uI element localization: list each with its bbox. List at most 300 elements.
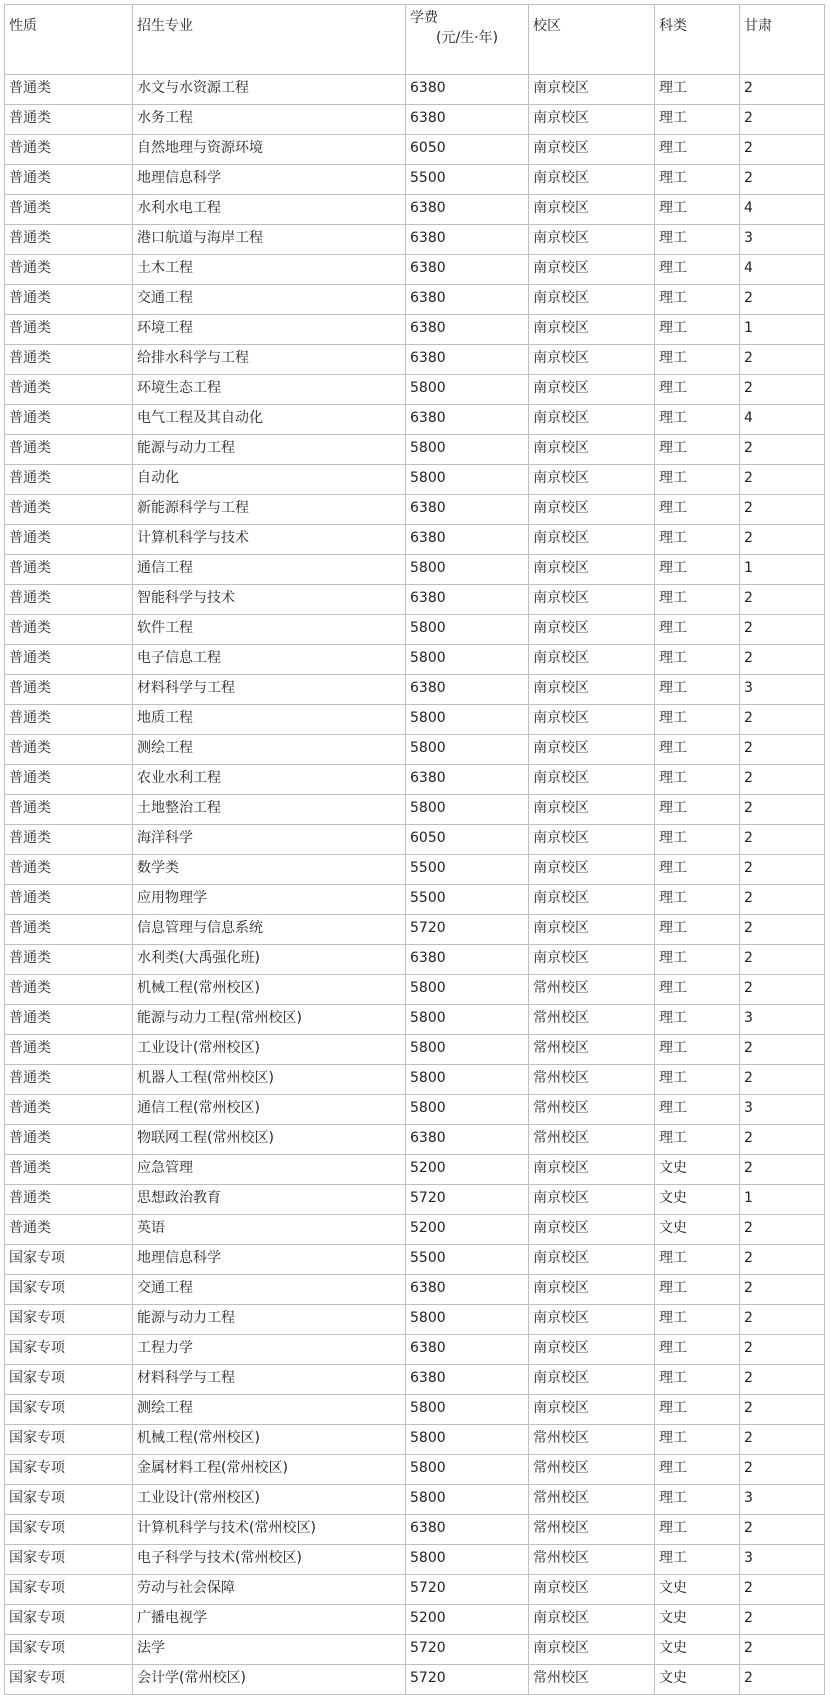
- cell-major: 法学: [133, 1635, 406, 1665]
- cell-type: 国家专项: [5, 1515, 133, 1545]
- cell-fee: 5800: [406, 1485, 529, 1515]
- cell-campus: 南京校区: [529, 795, 655, 825]
- cell-major: 能源与动力工程: [133, 1305, 406, 1335]
- table-row: [5, 1185, 825, 1215]
- cell-fee: 6380: [406, 675, 529, 705]
- cell-quota: 2: [740, 465, 825, 495]
- table-row: [5, 1665, 825, 1695]
- cell-type: 国家专项: [5, 1605, 133, 1635]
- table-row: [5, 1275, 825, 1305]
- cell-type: 普通类: [5, 105, 133, 135]
- table-row: [5, 105, 825, 135]
- cell-quota: 3: [740, 1095, 825, 1125]
- cell-quota: 2: [740, 1245, 825, 1275]
- cell-major: 电子科学与技术(常州校区): [133, 1545, 406, 1575]
- table-row: [5, 1125, 825, 1155]
- table-row: [5, 1455, 825, 1485]
- cell-campus: 南京校区: [529, 705, 655, 735]
- cell-quota: 2: [740, 285, 825, 315]
- cell-category: 理工: [655, 255, 740, 285]
- cell-major: 港口航道与海岸工程: [133, 225, 406, 255]
- cell-category: 理工: [655, 675, 740, 705]
- cell-quota: 2: [740, 795, 825, 825]
- cell-campus: 常州校区: [529, 1005, 655, 1035]
- cell-quota: 2: [740, 525, 825, 555]
- cell-fee: 5800: [406, 735, 529, 765]
- cell-campus: 南京校区: [529, 105, 655, 135]
- table-row: [5, 945, 825, 975]
- header-fee-unit: (元/生·年): [436, 30, 499, 46]
- cell-type: 普通类: [5, 975, 133, 1005]
- cell-quota: 2: [740, 1455, 825, 1485]
- cell-campus: 南京校区: [529, 645, 655, 675]
- cell-category: 理工: [655, 1545, 740, 1575]
- cell-campus: 常州校区: [529, 1455, 655, 1485]
- cell-quota: 2: [740, 585, 825, 615]
- cell-fee: 5800: [406, 435, 529, 465]
- cell-type: 普通类: [5, 315, 133, 345]
- cell-quota: 2: [740, 885, 825, 915]
- cell-type: 普通类: [5, 855, 133, 885]
- cell-major: 水利类(大禹强化班): [133, 945, 406, 975]
- cell-campus: 南京校区: [529, 945, 655, 975]
- table-row: [5, 705, 825, 735]
- cell-type: 普通类: [5, 285, 133, 315]
- table-row: [5, 1515, 825, 1545]
- cell-campus: 南京校区: [529, 285, 655, 315]
- cell-major: 地质工程: [133, 705, 406, 735]
- cell-major: 机械工程(常州校区): [133, 1425, 406, 1455]
- cell-campus: 南京校区: [529, 1365, 655, 1395]
- cell-type: 普通类: [5, 135, 133, 165]
- cell-quota: 2: [740, 825, 825, 855]
- cell-fee: 6380: [406, 1365, 529, 1395]
- cell-fee: 5800: [406, 1005, 529, 1035]
- cell-category: 理工: [655, 765, 740, 795]
- table-row: [5, 225, 825, 255]
- cell-type: 国家专项: [5, 1425, 133, 1455]
- cell-campus: 常州校区: [529, 975, 655, 1005]
- table-row: [5, 1485, 825, 1515]
- cell-quota: 1: [740, 555, 825, 585]
- cell-fee: 5800: [406, 555, 529, 585]
- cell-type: 国家专项: [5, 1395, 133, 1425]
- cell-major: 会计学(常州校区): [133, 1665, 406, 1695]
- header-major: 招生专业: [133, 5, 406, 75]
- cell-campus: 南京校区: [529, 225, 655, 255]
- table-row: [5, 735, 825, 765]
- cell-campus: 南京校区: [529, 825, 655, 855]
- cell-fee: 6380: [406, 585, 529, 615]
- cell-quota: 2: [740, 105, 825, 135]
- cell-quota: 2: [740, 915, 825, 945]
- cell-fee: 6380: [406, 195, 529, 225]
- cell-fee: 6380: [406, 225, 529, 255]
- table-row: [5, 1635, 825, 1665]
- cell-fee: 6380: [406, 945, 529, 975]
- cell-campus: 南京校区: [529, 615, 655, 645]
- cell-quota: 2: [740, 165, 825, 195]
- cell-type: 普通类: [5, 345, 133, 375]
- header-province: 甘肃: [740, 5, 825, 75]
- header-fee-label: 学费: [410, 10, 438, 26]
- table-row: [5, 135, 825, 165]
- cell-quota: 3: [740, 225, 825, 255]
- cell-type: 普通类: [5, 375, 133, 405]
- cell-major: 通信工程(常州校区): [133, 1095, 406, 1125]
- cell-campus: 南京校区: [529, 915, 655, 945]
- cell-campus: 南京校区: [529, 195, 655, 225]
- cell-major: 信息管理与信息系统: [133, 915, 406, 945]
- cell-campus: 南京校区: [529, 345, 655, 375]
- cell-quota: 2: [740, 1305, 825, 1335]
- table-row: [5, 465, 825, 495]
- table-row: [5, 1245, 825, 1275]
- cell-type: 普通类: [5, 1095, 133, 1125]
- cell-type: 普通类: [5, 75, 133, 105]
- cell-major: 软件工程: [133, 615, 406, 645]
- cell-major: 给排水科学与工程: [133, 345, 406, 375]
- cell-category: 理工: [655, 975, 740, 1005]
- cell-fee: 6380: [406, 1125, 529, 1155]
- cell-category: 理工: [655, 165, 740, 195]
- cell-category: 理工: [655, 1305, 740, 1335]
- cell-type: 普通类: [5, 405, 133, 435]
- cell-fee: 6380: [406, 255, 529, 285]
- cell-major: 土地整治工程: [133, 795, 406, 825]
- cell-quota: 2: [740, 1035, 825, 1065]
- table-row: [5, 1065, 825, 1095]
- cell-category: 理工: [655, 375, 740, 405]
- cell-campus: 南京校区: [529, 255, 655, 285]
- cell-campus: 南京校区: [529, 1245, 655, 1275]
- cell-category: 理工: [655, 1515, 740, 1545]
- cell-fee: 5800: [406, 1545, 529, 1575]
- cell-category: 文史: [655, 1215, 740, 1245]
- table-row: [5, 195, 825, 225]
- table-row: [5, 345, 825, 375]
- cell-quota: 2: [740, 1275, 825, 1305]
- cell-campus: 南京校区: [529, 525, 655, 555]
- cell-category: 理工: [655, 1395, 740, 1425]
- cell-campus: 南京校区: [529, 1635, 655, 1665]
- cell-fee: 5500: [406, 1245, 529, 1275]
- cell-category: 理工: [655, 915, 740, 945]
- cell-fee: 5800: [406, 1305, 529, 1335]
- table-row: [5, 525, 825, 555]
- cell-quota: 2: [740, 1125, 825, 1155]
- cell-category: 文史: [655, 1635, 740, 1665]
- cell-major: 测绘工程: [133, 1395, 406, 1425]
- cell-campus: 南京校区: [529, 1335, 655, 1365]
- table-row: [5, 645, 825, 675]
- cell-major: 自动化: [133, 465, 406, 495]
- cell-quota: 2: [740, 1335, 825, 1365]
- cell-quota: 4: [740, 195, 825, 225]
- cell-campus: 南京校区: [529, 1275, 655, 1305]
- cell-type: 普通类: [5, 705, 133, 735]
- cell-major: 机器人工程(常州校区): [133, 1065, 406, 1095]
- cell-category: 理工: [655, 75, 740, 105]
- cell-campus: 南京校区: [529, 165, 655, 195]
- cell-major: 地理信息科学: [133, 1245, 406, 1275]
- cell-category: 文史: [655, 1575, 740, 1605]
- cell-quota: 2: [740, 1575, 825, 1605]
- cell-quota: 2: [740, 975, 825, 1005]
- cell-major: 思想政治教育: [133, 1185, 406, 1215]
- cell-fee: 5200: [406, 1155, 529, 1185]
- cell-major: 测绘工程: [133, 735, 406, 765]
- cell-major: 农业水利工程: [133, 765, 406, 795]
- cell-major: 计算机科学与技术(常州校区): [133, 1515, 406, 1545]
- cell-fee: 5720: [406, 1575, 529, 1605]
- cell-fee: 5800: [406, 615, 529, 645]
- cell-quota: 2: [740, 1365, 825, 1395]
- cell-major: 工业设计(常州校区): [133, 1485, 406, 1515]
- cell-campus: 南京校区: [529, 1155, 655, 1185]
- cell-campus: 南京校区: [529, 555, 655, 585]
- cell-type: 国家专项: [5, 1545, 133, 1575]
- cell-type: 普通类: [5, 1005, 133, 1035]
- table-row: [5, 1305, 825, 1335]
- cell-fee: 6380: [406, 495, 529, 525]
- table-row: [5, 1155, 825, 1185]
- cell-campus: 常州校区: [529, 1065, 655, 1095]
- cell-campus: 南京校区: [529, 1395, 655, 1425]
- cell-major: 英语: [133, 1215, 406, 1245]
- cell-quota: 2: [740, 705, 825, 735]
- cell-type: 普通类: [5, 585, 133, 615]
- cell-major: 新能源科学与工程: [133, 495, 406, 525]
- table-row: [5, 915, 825, 945]
- cell-quota: 2: [740, 1155, 825, 1185]
- cell-type: 国家专项: [5, 1665, 133, 1695]
- cell-category: 理工: [655, 795, 740, 825]
- cell-fee: 5200: [406, 1215, 529, 1245]
- cell-type: 普通类: [5, 1185, 133, 1215]
- cell-campus: 常州校区: [529, 1515, 655, 1545]
- cell-fee: 5800: [406, 795, 529, 825]
- cell-campus: 南京校区: [529, 1605, 655, 1635]
- table-row: [5, 1425, 825, 1455]
- cell-fee: 6380: [406, 405, 529, 435]
- cell-fee: 6380: [406, 1335, 529, 1365]
- cell-type: 普通类: [5, 195, 133, 225]
- cell-major: 广播电视学: [133, 1605, 406, 1635]
- cell-category: 理工: [655, 1065, 740, 1095]
- cell-quota: 2: [740, 435, 825, 465]
- cell-quota: 1: [740, 315, 825, 345]
- table-row: [5, 855, 825, 885]
- cell-campus: 常州校区: [529, 1545, 655, 1575]
- cell-quota: 1: [740, 1185, 825, 1215]
- cell-type: 普通类: [5, 465, 133, 495]
- cell-category: 理工: [655, 1275, 740, 1305]
- cell-type: 国家专项: [5, 1455, 133, 1485]
- table-row: [5, 495, 825, 525]
- cell-major: 自然地理与资源环境: [133, 135, 406, 165]
- cell-category: 理工: [655, 135, 740, 165]
- cell-type: 国家专项: [5, 1245, 133, 1275]
- cell-fee: 5500: [406, 885, 529, 915]
- cell-fee: 6050: [406, 135, 529, 165]
- cell-type: 普通类: [5, 885, 133, 915]
- enrollment-table: [4, 4, 825, 1695]
- table-row: [5, 1545, 825, 1575]
- cell-type: 普通类: [5, 735, 133, 765]
- cell-major: 计算机科学与技术: [133, 525, 406, 555]
- cell-major: 土木工程: [133, 255, 406, 285]
- cell-category: 理工: [655, 1035, 740, 1065]
- table-row: [5, 765, 825, 795]
- cell-major: 金属材料工程(常州校区): [133, 1455, 406, 1485]
- cell-quota: 4: [740, 255, 825, 285]
- cell-campus: 南京校区: [529, 885, 655, 915]
- cell-category: 理工: [655, 705, 740, 735]
- cell-quota: 2: [740, 1425, 825, 1455]
- cell-type: 普通类: [5, 1065, 133, 1095]
- cell-quota: 2: [740, 765, 825, 795]
- cell-category: 理工: [655, 615, 740, 645]
- cell-category: 理工: [655, 345, 740, 375]
- cell-type: 普通类: [5, 945, 133, 975]
- cell-fee: 5800: [406, 1455, 529, 1485]
- cell-fee: 5720: [406, 915, 529, 945]
- header-fee: [406, 5, 529, 75]
- cell-quota: 4: [740, 405, 825, 435]
- cell-quota: 2: [740, 1515, 825, 1545]
- cell-campus: 南京校区: [529, 465, 655, 495]
- table-row: [5, 435, 825, 465]
- cell-fee: 6380: [406, 765, 529, 795]
- cell-major: 应急管理: [133, 1155, 406, 1185]
- cell-major: 电子信息工程: [133, 645, 406, 675]
- cell-category: 理工: [655, 585, 740, 615]
- cell-fee: 5720: [406, 1635, 529, 1665]
- cell-category: 理工: [655, 945, 740, 975]
- cell-category: 理工: [655, 525, 740, 555]
- header-row: [5, 5, 825, 75]
- cell-quota: 3: [740, 1485, 825, 1515]
- table-row: [5, 885, 825, 915]
- cell-category: 文史: [655, 1665, 740, 1695]
- cell-category: 理工: [655, 1365, 740, 1395]
- cell-type: 普通类: [5, 165, 133, 195]
- cell-type: 普通类: [5, 225, 133, 255]
- cell-category: 文史: [655, 1155, 740, 1185]
- cell-category: 理工: [655, 1335, 740, 1365]
- cell-type: 国家专项: [5, 1575, 133, 1605]
- cell-major: 能源与动力工程(常州校区): [133, 1005, 406, 1035]
- cell-category: 文史: [655, 1605, 740, 1635]
- cell-type: 国家专项: [5, 1275, 133, 1305]
- cell-type: 普通类: [5, 795, 133, 825]
- cell-category: 理工: [655, 1005, 740, 1035]
- cell-fee: 5800: [406, 1035, 529, 1065]
- cell-major: 环境工程: [133, 315, 406, 345]
- cell-type: 普通类: [5, 1155, 133, 1185]
- cell-quota: 2: [740, 1065, 825, 1095]
- cell-campus: 南京校区: [529, 135, 655, 165]
- cell-campus: 南京校区: [529, 765, 655, 795]
- cell-category: 理工: [655, 885, 740, 915]
- table-row: [5, 825, 825, 855]
- cell-type: 普通类: [5, 525, 133, 555]
- cell-major: 交通工程: [133, 285, 406, 315]
- table-row: [5, 1005, 825, 1035]
- cell-campus: 南京校区: [529, 495, 655, 525]
- cell-type: 普通类: [5, 255, 133, 285]
- cell-fee: 5800: [406, 1065, 529, 1095]
- cell-major: 机械工程(常州校区): [133, 975, 406, 1005]
- cell-category: 理工: [655, 1485, 740, 1515]
- cell-fee: 5800: [406, 465, 529, 495]
- cell-type: 普通类: [5, 615, 133, 645]
- cell-fee: 5800: [406, 645, 529, 675]
- cell-campus: 南京校区: [529, 75, 655, 105]
- cell-category: 理工: [655, 285, 740, 315]
- cell-quota: 2: [740, 375, 825, 405]
- cell-quota: 2: [740, 855, 825, 885]
- cell-campus: 南京校区: [529, 585, 655, 615]
- cell-category: 理工: [655, 495, 740, 525]
- cell-category: 理工: [655, 855, 740, 885]
- cell-fee: 5720: [406, 1665, 529, 1695]
- cell-fee: 6050: [406, 825, 529, 855]
- table-row: [5, 1575, 825, 1605]
- cell-type: 普通类: [5, 765, 133, 795]
- cell-major: 电气工程及其自动化: [133, 405, 406, 435]
- cell-type: 国家专项: [5, 1635, 133, 1665]
- cell-category: 理工: [655, 1455, 740, 1485]
- cell-type: 普通类: [5, 1215, 133, 1245]
- cell-quota: 3: [740, 1005, 825, 1035]
- cell-category: 理工: [655, 195, 740, 225]
- cell-campus: 南京校区: [529, 675, 655, 705]
- table-row: [5, 165, 825, 195]
- table-row: [5, 585, 825, 615]
- table-row: [5, 1335, 825, 1365]
- cell-quota: 2: [740, 1635, 825, 1665]
- cell-fee: 5500: [406, 855, 529, 885]
- cell-category: 理工: [655, 645, 740, 675]
- cell-quota: 2: [740, 945, 825, 975]
- enrollment-table-container: [4, 4, 825, 1695]
- table-row: [5, 1095, 825, 1125]
- cell-category: 理工: [655, 1095, 740, 1125]
- cell-type: 国家专项: [5, 1335, 133, 1365]
- cell-major: 应用物理学: [133, 885, 406, 915]
- cell-fee: 5720: [406, 1185, 529, 1215]
- cell-type: 国家专项: [5, 1305, 133, 1335]
- cell-major: 水务工程: [133, 105, 406, 135]
- cell-type: 普通类: [5, 435, 133, 465]
- cell-campus: 南京校区: [529, 315, 655, 345]
- cell-quota: 2: [740, 1215, 825, 1245]
- cell-category: 理工: [655, 105, 740, 135]
- cell-fee: 5800: [406, 1425, 529, 1455]
- cell-fee: 5800: [406, 1395, 529, 1425]
- cell-campus: 南京校区: [529, 1575, 655, 1605]
- table-row: [5, 375, 825, 405]
- table-row: [5, 1215, 825, 1245]
- table-row: [5, 255, 825, 285]
- cell-campus: 南京校区: [529, 1215, 655, 1245]
- table-row: [5, 555, 825, 585]
- cell-campus: 南京校区: [529, 375, 655, 405]
- table-row: [5, 675, 825, 705]
- cell-campus: 常州校区: [529, 1035, 655, 1065]
